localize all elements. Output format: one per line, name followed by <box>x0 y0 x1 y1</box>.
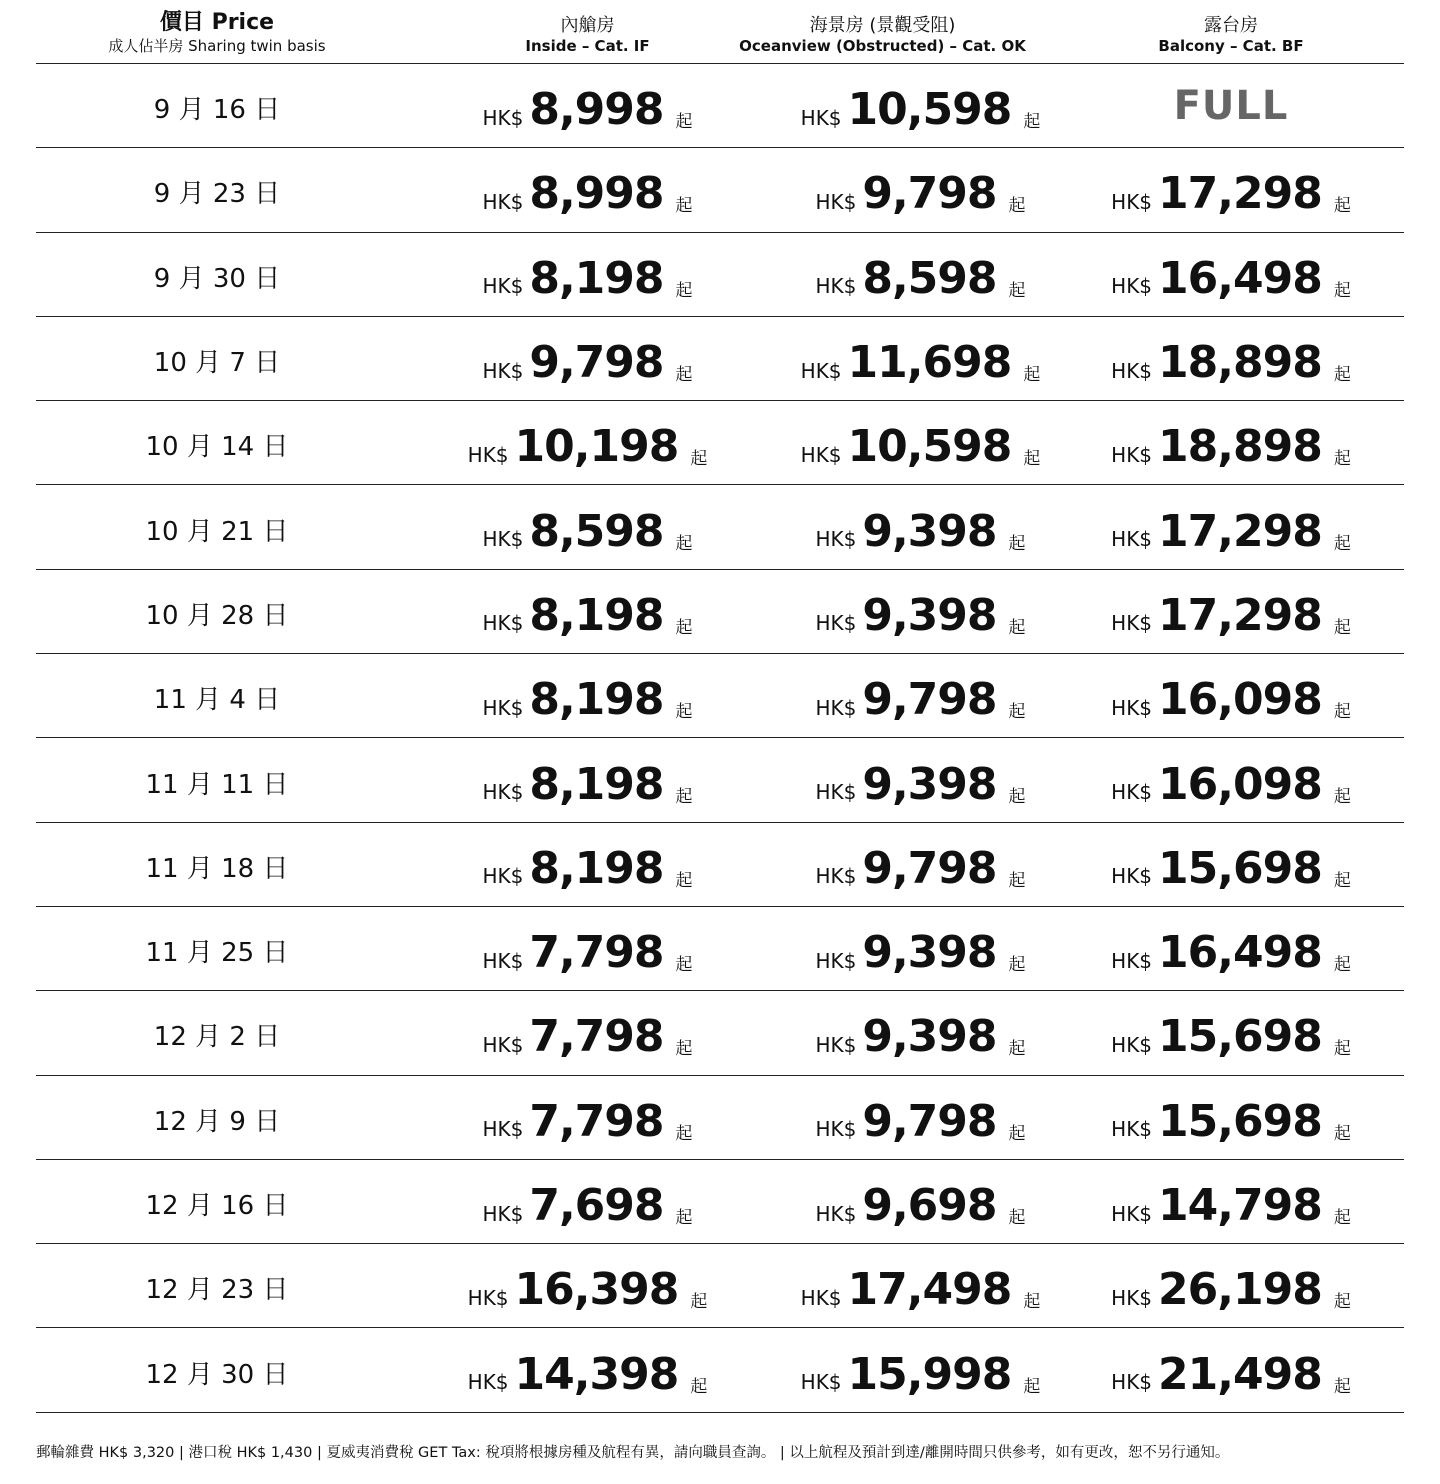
header-balcony-zh: 露台房 <box>1204 15 1258 36</box>
currency-label: HK$ <box>1111 611 1153 636</box>
currency-label: HK$ <box>1111 948 1153 973</box>
from-label: 起 <box>1008 955 1026 976</box>
from-label: 起 <box>1333 786 1351 807</box>
table-row <box>36 485 1404 569</box>
currency-label: HK$ <box>482 864 524 889</box>
inside-price-cell <box>421 991 754 1074</box>
price-amount: 9,798 <box>862 1095 997 1147</box>
price-amount: 9,398 <box>862 758 997 810</box>
from-label: 起 <box>675 196 693 217</box>
from-label: 起 <box>1023 365 1041 386</box>
inside-price-cell <box>421 907 754 990</box>
price-amount: 17,298 <box>1158 589 1322 641</box>
table-row <box>36 991 1404 1075</box>
table-row <box>36 1076 1404 1160</box>
price-amount: 10,598 <box>847 84 1012 136</box>
price-amount: 9,398 <box>862 1011 997 1063</box>
from-label: 起 <box>1333 617 1351 638</box>
price-amount: 7,798 <box>529 1011 664 1063</box>
price-amount: 16,398 <box>514 1264 679 1316</box>
balcony-price-cell <box>1062 823 1400 906</box>
oceanview-price-cell <box>754 1160 1087 1243</box>
price-amount: 8,598 <box>529 505 664 557</box>
currency-label: HK$ <box>1111 527 1153 552</box>
sailing-date: 10 月 7 日 <box>153 348 281 379</box>
currency-label: HK$ <box>1111 1370 1153 1395</box>
table-row <box>36 654 1404 738</box>
table-row <box>36 148 1404 232</box>
inside-price-cell <box>421 654 754 737</box>
table-row <box>36 401 1404 485</box>
oceanview-price-cell <box>754 1244 1087 1327</box>
price-amount: 8,998 <box>529 84 664 136</box>
balcony-price-cell <box>1062 738 1400 821</box>
from-label: 起 <box>1008 533 1026 554</box>
oceanview-price-cell <box>754 485 1087 568</box>
price-amount: 9,398 <box>862 589 997 641</box>
header-balcony <box>1062 0 1400 56</box>
header-inside-zh: 內艙房 <box>560 15 615 36</box>
from-label: 起 <box>675 870 693 891</box>
currency-label: HK$ <box>815 1117 857 1142</box>
price-amount: 16,498 <box>1158 927 1322 979</box>
price-amount: 26,198 <box>1158 1264 1322 1316</box>
from-label: 起 <box>1008 786 1026 807</box>
sailing-date: 9 月 23 日 <box>153 179 281 210</box>
oceanview-price-cell <box>754 233 1087 316</box>
currency-label: HK$ <box>815 695 857 720</box>
from-label: 起 <box>675 786 693 807</box>
from-label: 起 <box>1333 365 1351 386</box>
currency-label: HK$ <box>815 274 857 299</box>
price-amount: 14,798 <box>1158 1180 1322 1231</box>
price-amount: 14,398 <box>514 1348 679 1400</box>
from-label: 起 <box>675 112 693 133</box>
price-amount: 7,798 <box>529 927 664 979</box>
price-amount: 8,198 <box>529 252 664 304</box>
from-label: 起 <box>1008 280 1026 301</box>
inside-price-cell <box>421 64 754 147</box>
currency-label: HK$ <box>815 189 857 214</box>
currency-label: HK$ <box>482 274 524 299</box>
balcony-price-cell <box>1062 148 1400 231</box>
currency-label: HK$ <box>815 1032 857 1057</box>
balcony-price-cell <box>1062 485 1400 568</box>
price-amount: 9,798 <box>862 168 997 220</box>
currency-label: HK$ <box>1111 1032 1153 1057</box>
currency-label: HK$ <box>482 948 524 973</box>
from-label: 起 <box>690 449 708 470</box>
table-row <box>36 233 1404 317</box>
header-oceanview-en: Oceanview (Obstructed) – Cat. OK <box>739 37 1026 55</box>
price-amount: 17,298 <box>1158 505 1322 557</box>
header-inside <box>421 0 754 56</box>
header-oceanview <box>716 0 1049 56</box>
from-label: 起 <box>1333 1123 1351 1144</box>
price-amount: 8,198 <box>529 842 664 894</box>
balcony-price-cell <box>1062 1244 1400 1327</box>
from-label: 起 <box>675 365 693 386</box>
currency-label: HK$ <box>482 780 524 805</box>
sailing-date: 10 月 14 日 <box>145 432 289 463</box>
currency-label: HK$ <box>815 864 857 889</box>
inside-price-cell <box>421 738 754 821</box>
price-table <box>36 0 1404 1413</box>
inside-price-cell <box>421 570 754 653</box>
price-amount: 11,698 <box>847 337 1012 389</box>
price-amount: 17,498 <box>847 1264 1012 1316</box>
inside-price-cell <box>421 1076 754 1159</box>
currency-label: HK$ <box>1111 189 1153 214</box>
from-label: 起 <box>1008 870 1026 891</box>
from-label: 起 <box>1008 702 1026 723</box>
table-row <box>36 570 1404 654</box>
currency-label: HK$ <box>1111 780 1153 805</box>
inside-price-cell <box>421 401 754 484</box>
price-amount: 15,698 <box>1158 842 1322 894</box>
from-label: 起 <box>1333 702 1351 723</box>
sailing-date: 12 月 30 日 <box>145 1359 289 1390</box>
oceanview-price-cell <box>754 64 1087 147</box>
price-amount: 18,898 <box>1158 337 1322 389</box>
from-label: 起 <box>675 617 693 638</box>
from-label: 起 <box>1023 1376 1041 1397</box>
currency-label: HK$ <box>1111 1201 1153 1226</box>
currency-label: HK$ <box>1111 864 1153 889</box>
currency-label: HK$ <box>482 1032 524 1057</box>
from-label: 起 <box>1333 870 1351 891</box>
balcony-price-cell <box>1062 401 1400 484</box>
header-price-title: 價目 Price <box>159 10 275 35</box>
price-amount: 9,798 <box>529 337 664 389</box>
inside-price-cell <box>421 485 754 568</box>
price-amount: 8,198 <box>529 674 664 726</box>
from-label: 起 <box>675 1039 693 1060</box>
oceanview-price-cell <box>754 991 1087 1074</box>
from-label: 起 <box>675 955 693 976</box>
price-amount: 9,398 <box>862 927 997 979</box>
price-amount: 8,198 <box>529 758 664 810</box>
from-label: 起 <box>1008 196 1026 217</box>
inside-price-cell <box>421 1244 754 1327</box>
header-oceanview-zh: 海景房 (景觀受阻) <box>809 15 956 36</box>
balcony-price-cell <box>1062 907 1400 990</box>
table-row <box>36 823 1404 907</box>
currency-label: HK$ <box>482 527 524 552</box>
header-inside-en: Inside – Cat. IF <box>525 37 650 55</box>
from-label: 起 <box>1023 1292 1041 1313</box>
currency-label: HK$ <box>800 1285 842 1310</box>
table-row <box>36 317 1404 401</box>
oceanview-price-cell <box>754 823 1087 906</box>
balcony-price-cell <box>1062 233 1400 316</box>
balcony-price-cell <box>1062 1076 1400 1159</box>
sailing-date: 10 月 28 日 <box>145 600 289 631</box>
inside-price-cell <box>421 148 754 231</box>
currency-label: HK$ <box>482 1201 524 1226</box>
oceanview-price-cell <box>754 317 1087 400</box>
inside-price-cell <box>421 233 754 316</box>
currency-label: HK$ <box>815 1201 857 1226</box>
sailing-date: 11 月 4 日 <box>153 685 281 716</box>
from-label: 起 <box>1333 449 1351 470</box>
balcony-price-cell <box>1062 654 1400 737</box>
from-label: 起 <box>1333 1039 1351 1060</box>
price-amount: 16,098 <box>1158 758 1322 810</box>
currency-label: HK$ <box>815 527 857 552</box>
from-label: 起 <box>1333 533 1351 554</box>
currency-label: HK$ <box>482 105 524 130</box>
balcony-price-cell <box>1062 570 1400 653</box>
from-label: 起 <box>1008 1208 1026 1228</box>
currency-label: HK$ <box>800 442 842 467</box>
footer-notes: 郵輪雜費 HK$ 3,320 | 港口稅 HK$ 1,430 | 夏威夷消費稅 GET Tax: 稅項將根據房種及航程有異，請向職員查詢。 | 以上航程及預計到達/離開時間只供參考，如有更改，恕不另行通知。 <box>36 1445 1230 1461</box>
currency-label: HK$ <box>467 442 509 467</box>
currency-label: HK$ <box>800 358 842 383</box>
table-body <box>36 64 1404 1413</box>
currency-label: HK$ <box>1111 1117 1153 1142</box>
from-label: 起 <box>675 1123 693 1144</box>
oceanview-price-cell <box>754 570 1087 653</box>
sailing-date: 9 月 16 日 <box>153 95 281 126</box>
table-row <box>36 1160 1404 1244</box>
price-amount: 16,098 <box>1158 674 1322 726</box>
from-label: 起 <box>1333 1208 1351 1228</box>
from-label: 起 <box>1008 1039 1026 1060</box>
from-label: 起 <box>675 280 693 301</box>
price-amount: 21,498 <box>1158 1348 1322 1400</box>
from-label: 起 <box>690 1376 708 1397</box>
price-amount: 8,998 <box>529 168 664 220</box>
currency-label: HK$ <box>467 1370 509 1395</box>
currency-label: HK$ <box>815 780 857 805</box>
oceanview-price-cell <box>754 1076 1087 1159</box>
oceanview-price-cell <box>754 738 1087 821</box>
currency-label: HK$ <box>1111 358 1153 383</box>
balcony-price-cell <box>1062 1160 1400 1243</box>
from-label: 起 <box>675 533 693 554</box>
from-label: 起 <box>1008 617 1026 638</box>
currency-label: HK$ <box>467 1285 509 1310</box>
price-amount: 9,398 <box>862 505 997 557</box>
sailing-date: 12 月 2 日 <box>153 1022 281 1053</box>
balcony-price-cell <box>1062 64 1400 147</box>
header-price <box>36 0 398 56</box>
inside-price-cell <box>421 823 754 906</box>
currency-label: HK$ <box>1111 695 1153 720</box>
table-row <box>36 738 1404 822</box>
oceanview-price-cell <box>754 654 1087 737</box>
inside-price-cell <box>421 1328 754 1411</box>
from-label: 起 <box>690 1292 708 1313</box>
table-row <box>36 1244 1404 1328</box>
price-amount: 8,198 <box>529 589 664 641</box>
price-amount: 7,698 <box>529 1180 664 1231</box>
full-label: FULL <box>1173 82 1289 129</box>
currency-label: HK$ <box>1111 1285 1153 1310</box>
price-amount: 15,998 <box>847 1348 1012 1400</box>
table-row <box>36 64 1404 148</box>
oceanview-price-cell <box>754 1328 1087 1411</box>
sailing-date: 9 月 30 日 <box>153 263 281 294</box>
price-amount: 10,598 <box>847 421 1012 473</box>
oceanview-price-cell <box>754 907 1087 990</box>
currency-label: HK$ <box>800 1370 842 1395</box>
price-amount: 18,898 <box>1158 421 1322 473</box>
from-label: 起 <box>1333 196 1351 217</box>
price-amount: 15,698 <box>1158 1095 1322 1147</box>
price-amount: 10,198 <box>514 421 679 473</box>
from-label: 起 <box>1333 1292 1351 1313</box>
sailing-date: 12 月 16 日 <box>145 1191 289 1221</box>
table-header <box>36 0 1404 64</box>
currency-label: HK$ <box>482 611 524 636</box>
sailing-date: 12 月 23 日 <box>145 1275 289 1306</box>
balcony-price-cell <box>1062 1328 1400 1411</box>
from-label: 起 <box>1008 1123 1026 1144</box>
price-amount: 7,798 <box>529 1095 664 1147</box>
currency-label: HK$ <box>482 358 524 383</box>
price-amount: 8,598 <box>862 252 997 304</box>
from-label: 起 <box>1333 955 1351 976</box>
currency-label: HK$ <box>482 1117 524 1142</box>
oceanview-price-cell <box>754 401 1087 484</box>
sailing-date: 11 月 11 日 <box>145 769 289 800</box>
currency-label: HK$ <box>815 611 857 636</box>
price-amount: 17,298 <box>1158 168 1322 220</box>
inside-price-cell <box>421 1160 754 1243</box>
inside-price-cell <box>421 317 754 400</box>
oceanview-price-cell <box>754 148 1087 231</box>
price-amount: 16,498 <box>1158 252 1322 304</box>
from-label: 起 <box>1023 449 1041 470</box>
currency-label: HK$ <box>815 948 857 973</box>
table-row <box>36 1328 1404 1412</box>
from-label: 起 <box>1023 112 1041 133</box>
price-amount: 9,698 <box>862 1180 997 1231</box>
from-label: 起 <box>675 1208 693 1228</box>
price-amount: 9,798 <box>862 674 997 726</box>
table-row <box>36 907 1404 991</box>
currency-label: HK$ <box>1111 442 1153 467</box>
balcony-price-cell <box>1062 317 1400 400</box>
currency-label: HK$ <box>1111 274 1153 299</box>
from-label: 起 <box>1333 1376 1351 1397</box>
sailing-date: 11 月 25 日 <box>145 938 289 969</box>
price-amount: 15,698 <box>1158 1011 1322 1063</box>
sailing-date: 11 月 18 日 <box>145 853 289 884</box>
price-amount: 9,798 <box>862 842 997 894</box>
header-price-subtitle: 成人佔半房 Sharing twin basis <box>108 37 326 55</box>
from-label: 起 <box>1333 280 1351 301</box>
header-balcony-en: Balcony – Cat. BF <box>1158 37 1304 55</box>
currency-label: HK$ <box>800 105 842 130</box>
currency-label: HK$ <box>482 695 524 720</box>
currency-label: HK$ <box>482 189 524 214</box>
balcony-price-cell <box>1062 991 1400 1074</box>
from-label: 起 <box>675 702 693 723</box>
sailing-date: 10 月 21 日 <box>145 516 289 547</box>
sailing-date: 12 月 9 日 <box>153 1106 281 1137</box>
